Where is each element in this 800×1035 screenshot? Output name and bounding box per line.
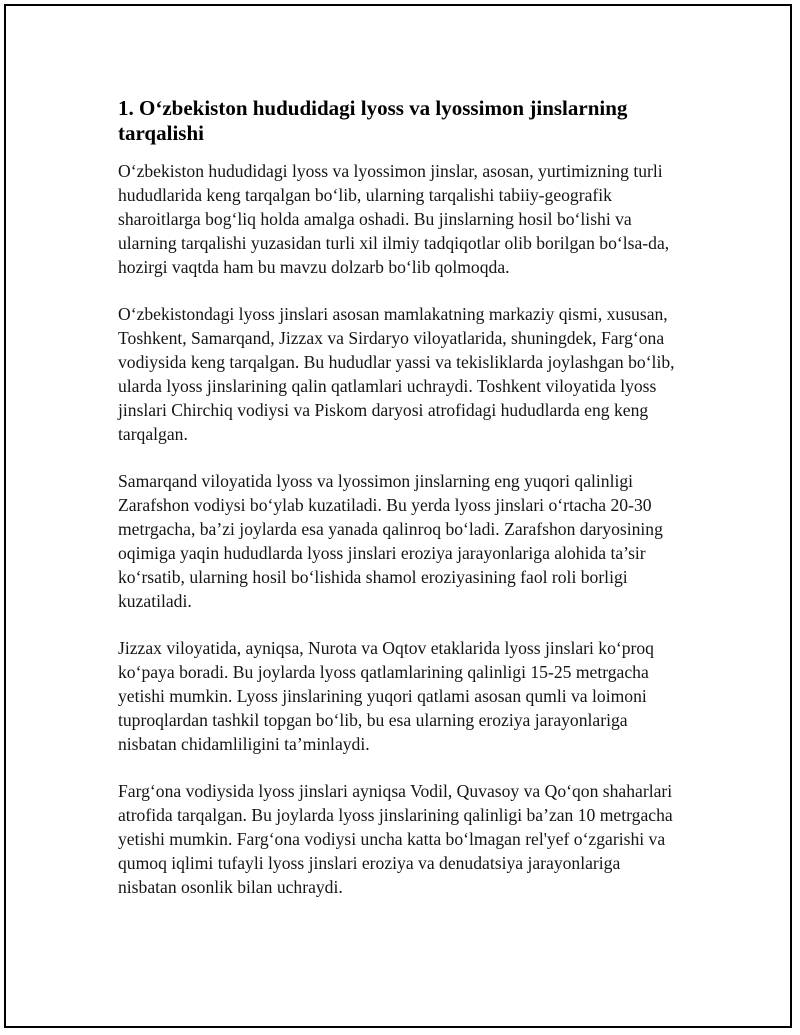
paragraph-1: O‘zbekiston hududidagi lyoss va lyossimon jinslar, asosan, yurtimizning turli hududlarida keng tarqalgan bo‘lib, ularning tarqalishi tabiiy-geografik sharoitlarga bog‘liq holda amalga oshadi. Bu jinslarning hosil bo‘lishi va ularning tarqalishi yuzasidan turli xil ilmiy tadqiqotlar olib borilgan bo‘lsa-da, hozirgi vaqtda ham bu mavzu dolzarb bo‘lib qolmoqda. bbox=[118, 161, 670, 277]
paragraph-5: Farg‘ona vodiysida lyoss jinslari ayniqsa Vodil, Quvasoy va Qo‘qon shaharlari atrofida tarqalgan. Bu joylarda lyoss jinslarining qalinligi ba’zan 10 metrgacha yetishi mumkin. Farg‘ona vodiysi uncha katta bo‘lmagan rel'yef o‘zgarishi va qumoq iqlimi tufayli lyoss jinslari eroziya va denudatsiya jarayonlariga nisbatan osonlik bilan uchraydi. bbox=[118, 780, 673, 897]
section-heading: 1. O‘zbekiston hududidagi lyoss va lyossimon jinslarning tarqalishi bbox=[118, 96, 628, 145]
paragraph-4: Jizzax viloyatida, ayniqsa, Nurota va Oqtov etaklarida lyoss jinslari ko‘proq ko‘paya boradi. Bu joylarda lyoss qatlamlarining qalinligi 15-25 metrgacha yetishi mumkin. Lyoss jinslarining yuqori qatlami asosan qumli va loimoni tuproqlardan tashkil topgan bo‘lib, bu esa ularning eroziya jarayonlariga nisbatan chidamliligini ta’minlaydi. bbox=[118, 637, 654, 754]
document-body bbox=[118, 96, 683, 923]
paragraph-2: O‘zbekistondagi lyoss jinslari asosan mamlakatning markaziy qismi, xususan, Toshkent, Samarqand, Jizzax va Sirdaryo viloyatlarida, shuningdek, Farg‘ona vodiysida keng tarqalgan. Bu hududlar yassi va tekisliklarda joylashgan bo‘lib, ularda lyoss jinslarining qalin qatlamlari uchraydi. Toshkent viloyatida lyoss jinslari Chirchiq vodiysi va Piskom daryosi atrofidagi hududlarda eng keng tarqalgan. bbox=[118, 304, 675, 444]
paragraph-3: Samarqand viloyatida lyoss va lyossimon jinslarning eng yuqori qalinligi Zarafshon vodiysi bo‘ylab kuzatiladi. Bu yerda lyoss jinslari o‘rtacha 20-30 metrgacha, ba’zi joylarda esa yanada qalinroq bo‘ladi. Zarafshon daryosining oqimiga yaqin hududlarda lyoss jinslari eroziya jarayonlariga alohida ta’sir ko‘rsatib, ularning hosil bo‘lishida shamol eroziyasining faol roli borligi kuzatiladi. bbox=[118, 470, 663, 611]
